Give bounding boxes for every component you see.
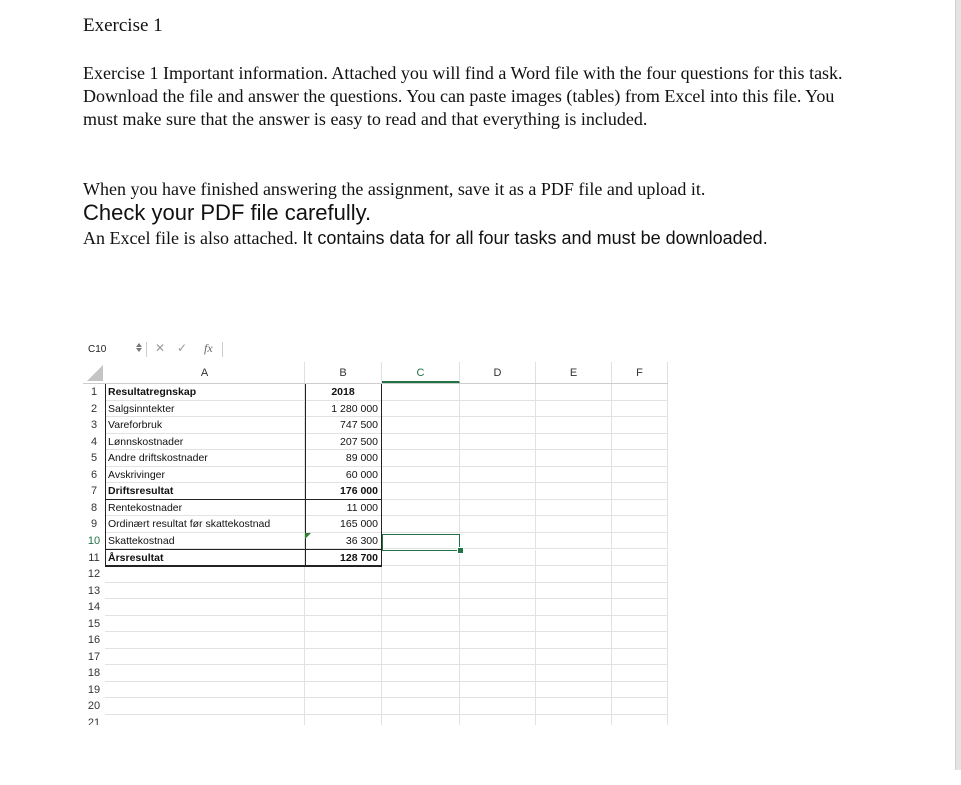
cell-c[interactable] xyxy=(382,665,460,682)
cell-e[interactable] xyxy=(536,698,612,715)
cell-d[interactable] xyxy=(460,401,536,418)
cell-b[interactable]: 89 000 xyxy=(305,450,382,467)
cell-c[interactable] xyxy=(382,516,460,533)
cell-c[interactable] xyxy=(382,698,460,715)
cell-a[interactable]: Resultatregnskap xyxy=(105,384,305,401)
column-header-c[interactable]: C xyxy=(382,362,460,383)
cell-e[interactable] xyxy=(536,682,612,699)
table-row xyxy=(83,715,668,725)
cell-f[interactable] xyxy=(612,434,668,451)
cell-f[interactable] xyxy=(612,450,668,467)
column-header-e[interactable]: E xyxy=(536,362,612,383)
table-row xyxy=(83,566,668,583)
cell-d[interactable] xyxy=(460,533,536,550)
cell-a[interactable]: Driftsresultat xyxy=(105,483,305,500)
cell-a[interactable]: Skattekostnad xyxy=(105,533,305,550)
table-row xyxy=(83,632,668,649)
cell-e[interactable] xyxy=(536,434,612,451)
formula-bar-divider xyxy=(222,342,223,357)
row-number[interactable]: 13 xyxy=(87,584,101,597)
selected-cell-outline[interactable] xyxy=(382,534,460,551)
table-border-bottom xyxy=(105,565,382,567)
excel-screenshot xyxy=(83,337,668,725)
row-number[interactable]: 1 xyxy=(90,386,98,398)
table-row xyxy=(83,599,668,616)
formula-bar xyxy=(83,337,668,361)
row-number[interactable]: 15 xyxy=(87,617,101,630)
cell-f[interactable] xyxy=(612,500,668,517)
cell-f[interactable] xyxy=(612,616,668,633)
cell-b[interactable] xyxy=(305,599,382,616)
table-row xyxy=(83,434,668,451)
name-box-spinner-icon[interactable] xyxy=(135,342,143,356)
cell-b[interactable] xyxy=(305,566,382,583)
table-row xyxy=(83,516,668,533)
cell-b[interactable] xyxy=(305,698,382,715)
cell-b[interactable] xyxy=(305,715,382,725)
function-icon[interactable]: fx xyxy=(204,341,213,355)
cell-b[interactable]: 176 000 xyxy=(305,483,382,500)
cell-a[interactable] xyxy=(105,632,305,649)
cell-a[interactable]: Ordinært resultat før skattekostnad xyxy=(105,516,305,533)
column-header-d[interactable]: D xyxy=(460,362,536,383)
cell-a[interactable] xyxy=(105,682,305,699)
cell-a[interactable]: Lønnskostnader xyxy=(105,434,305,451)
cell-b[interactable] xyxy=(305,682,382,699)
cell-d[interactable] xyxy=(460,583,536,600)
cell-e[interactable] xyxy=(536,516,612,533)
excel-note-serif: An Excel file is also attached. xyxy=(83,228,303,248)
cell-d[interactable] xyxy=(460,616,536,633)
row-number[interactable]: 17 xyxy=(87,650,101,663)
cell-e[interactable] xyxy=(536,550,612,567)
cell-f[interactable] xyxy=(612,516,668,533)
document-title: Exercise 1 xyxy=(83,15,163,36)
row-number[interactable]: 20 xyxy=(87,700,101,713)
cell-b[interactable] xyxy=(305,649,382,666)
cell-f[interactable] xyxy=(612,467,668,484)
cell-c[interactable] xyxy=(382,715,460,725)
cell-c[interactable] xyxy=(382,616,460,633)
row-number[interactable]: 18 xyxy=(87,667,101,680)
cell-e[interactable] xyxy=(536,566,612,583)
column-header-f[interactable]: F xyxy=(612,362,668,383)
cell-a[interactable]: Salgsinntekter xyxy=(105,401,305,418)
table-row xyxy=(83,401,668,418)
row-number[interactable]: 19 xyxy=(87,683,101,696)
row-number[interactable]: 6 xyxy=(90,468,98,481)
cell-d[interactable] xyxy=(460,682,536,699)
table-row xyxy=(83,649,668,666)
instructions-paragraph: Exercise 1 Important information. Attached you will find a Word file with the four questions for this task. Download the file and answer the questions. You can paste images (tables) from Excel into this file. You must make sure that the answer is easy to read and that everything is included. xyxy=(83,63,843,129)
row-number[interactable]: 2 xyxy=(90,402,98,415)
table-row xyxy=(83,483,668,500)
cell-c[interactable] xyxy=(382,566,460,583)
subtotal-border xyxy=(105,499,382,500)
cell-f[interactable] xyxy=(612,649,668,666)
table-row xyxy=(83,467,668,484)
cell-f[interactable] xyxy=(612,417,668,434)
cell-d[interactable] xyxy=(460,632,536,649)
column-headers xyxy=(83,362,668,383)
row-number[interactable]: 16 xyxy=(87,634,101,647)
table-row xyxy=(83,682,668,699)
cell-e[interactable] xyxy=(536,599,612,616)
cell-e[interactable] xyxy=(536,616,612,633)
cell-f[interactable] xyxy=(612,533,668,550)
table-border-left xyxy=(105,384,106,566)
row-number[interactable]: 7 xyxy=(90,485,98,498)
cell-f[interactable] xyxy=(612,384,668,401)
cell-d[interactable] xyxy=(460,698,536,715)
cancel-icon[interactable]: ✕ xyxy=(155,341,166,355)
row-number[interactable]: 5 xyxy=(90,452,98,465)
cell-f[interactable] xyxy=(612,550,668,567)
cell-c[interactable] xyxy=(382,632,460,649)
table-row xyxy=(83,533,668,550)
cell-e[interactable] xyxy=(536,665,612,682)
cell-e[interactable] xyxy=(536,500,612,517)
tax-border xyxy=(105,549,382,550)
row-number[interactable]: 21 xyxy=(87,717,101,725)
cell-e[interactable] xyxy=(536,483,612,500)
excel-note-sans: It contains data for all four tasks and must be downloaded. xyxy=(302,228,768,248)
column-header-b[interactable]: B xyxy=(305,362,382,383)
cell-e[interactable] xyxy=(536,583,612,600)
row-number[interactable]: 11 xyxy=(88,551,100,564)
cell-f[interactable] xyxy=(612,483,668,500)
cell-b[interactable]: 2018 xyxy=(305,384,382,401)
cell-f[interactable] xyxy=(612,599,668,616)
cell-c[interactable] xyxy=(382,649,460,666)
cell-d[interactable] xyxy=(460,516,536,533)
cell-c[interactable] xyxy=(382,417,460,434)
cell-a[interactable] xyxy=(105,649,305,666)
cell-f[interactable] xyxy=(612,682,668,699)
cell-b[interactable]: 128 700 xyxy=(305,550,382,567)
cell-b[interactable] xyxy=(305,616,382,633)
cell-c[interactable] xyxy=(382,583,460,600)
fill-handle[interactable] xyxy=(457,547,464,554)
cell-a[interactable] xyxy=(105,616,305,633)
cell-c[interactable] xyxy=(382,384,460,401)
cell-e[interactable] xyxy=(536,632,612,649)
cell-a[interactable] xyxy=(105,566,305,583)
cell-b[interactable]: 11 000 xyxy=(305,500,382,517)
formula-bar-divider xyxy=(146,342,147,357)
table-row xyxy=(83,550,668,567)
name-box[interactable]: C10 xyxy=(88,344,107,355)
row-number[interactable]: 10 xyxy=(87,534,101,547)
row-number[interactable]: 3 xyxy=(90,419,98,432)
cell-d[interactable] xyxy=(460,500,536,517)
cell-a[interactable] xyxy=(105,665,305,682)
table-row xyxy=(83,450,668,467)
cell-c[interactable] xyxy=(382,401,460,418)
cell-d[interactable] xyxy=(460,715,536,725)
row-number[interactable]: 9 xyxy=(90,518,98,531)
cell-b[interactable]: 207 500 xyxy=(305,434,382,451)
cell-f[interactable] xyxy=(612,665,668,682)
cell-d[interactable] xyxy=(460,450,536,467)
cell-e[interactable] xyxy=(536,401,612,418)
cell-f[interactable] xyxy=(612,632,668,649)
cell-f[interactable] xyxy=(612,715,668,725)
cell-e[interactable] xyxy=(536,649,612,666)
cell-d[interactable] xyxy=(460,384,536,401)
cell-f[interactable] xyxy=(612,583,668,600)
cell-e[interactable] xyxy=(536,715,612,725)
cell-c[interactable] xyxy=(382,434,460,451)
cell-e[interactable] xyxy=(536,384,612,401)
cell-c[interactable] xyxy=(382,682,460,699)
cell-a[interactable] xyxy=(105,715,305,725)
row-number[interactable]: 14 xyxy=(87,601,101,614)
cell-b[interactable]: 1 280 000 xyxy=(305,401,382,418)
cell-d[interactable] xyxy=(460,550,536,567)
cell-a[interactable] xyxy=(105,599,305,616)
cell-c[interactable] xyxy=(382,599,460,616)
cell-b[interactable] xyxy=(305,632,382,649)
table-row xyxy=(83,698,668,715)
cell-e[interactable] xyxy=(536,533,612,550)
cell-b[interactable] xyxy=(305,665,382,682)
cell-e[interactable] xyxy=(536,467,612,484)
cell-d[interactable] xyxy=(460,483,536,500)
check-pdf-note: Check your PDF file carefully. xyxy=(83,200,372,225)
table-row xyxy=(83,384,668,401)
cell-d[interactable] xyxy=(460,649,536,666)
cell-b[interactable]: 36 300 xyxy=(305,533,382,550)
row-number[interactable]: 12 xyxy=(87,568,101,581)
cell-c[interactable] xyxy=(382,483,460,500)
table-row xyxy=(83,500,668,517)
cell-a[interactable]: Vareforbruk xyxy=(105,417,305,434)
cell-d[interactable] xyxy=(460,467,536,484)
cell-b[interactable]: 747 500 xyxy=(305,417,382,434)
cell-a[interactable] xyxy=(105,583,305,600)
table-row xyxy=(83,583,668,600)
cell-a[interactable]: Årsresultat xyxy=(105,550,305,567)
cell-d[interactable] xyxy=(460,566,536,583)
submission-paragraph: When you have finished answering the assignment, save it as a PDF file and upload it. xyxy=(83,179,706,199)
cell-c[interactable] xyxy=(382,550,460,567)
table-row xyxy=(83,665,668,682)
cell-b[interactable]: 60 000 xyxy=(305,467,382,484)
cell-d[interactable] xyxy=(460,417,536,434)
page-right-margin xyxy=(955,0,961,770)
cell-d[interactable] xyxy=(460,434,536,451)
row-number[interactable]: 8 xyxy=(90,501,98,514)
cell-a[interactable]: Avskrivinger xyxy=(105,467,305,484)
cell-c[interactable] xyxy=(382,467,460,484)
cell-d[interactable] xyxy=(460,665,536,682)
cell-a[interactable] xyxy=(105,698,305,715)
table-row xyxy=(83,616,668,633)
excel-note-paragraph xyxy=(83,227,803,250)
cell-c[interactable] xyxy=(382,500,460,517)
cell-a[interactable]: Rentekostnader xyxy=(105,500,305,517)
select-all-corner[interactable] xyxy=(83,362,105,383)
cell-f[interactable] xyxy=(612,401,668,418)
cell-e[interactable] xyxy=(536,417,612,434)
cell-e[interactable] xyxy=(536,450,612,467)
cell-d[interactable] xyxy=(460,599,536,616)
check-icon[interactable]: ✓ xyxy=(177,341,188,355)
row-number[interactable]: 4 xyxy=(90,435,98,448)
cell-f[interactable] xyxy=(612,698,668,715)
error-indicator-icon[interactable] xyxy=(305,533,311,539)
table-row xyxy=(83,417,668,434)
cell-c[interactable] xyxy=(382,450,460,467)
column-header-a[interactable]: A xyxy=(105,362,305,383)
cell-a[interactable]: Andre driftskostnader xyxy=(105,450,305,467)
cell-b[interactable]: 165 000 xyxy=(305,516,382,533)
cell-f[interactable] xyxy=(612,566,668,583)
cell-b[interactable] xyxy=(305,583,382,600)
